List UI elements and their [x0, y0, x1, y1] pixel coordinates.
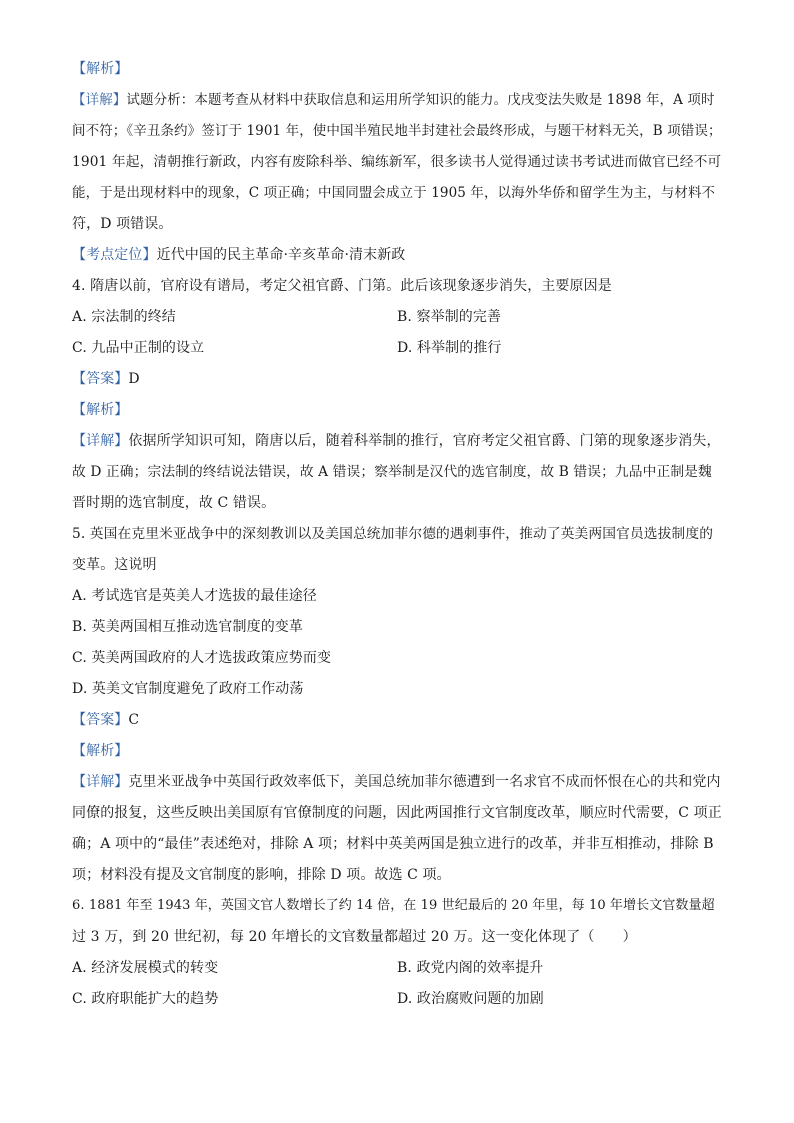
- q3-detail-line-2: 间不符；《辛丑条约》签订于 1901 年，使中国半殖民地半封建社会最终形成，与题干材料无关，B 项错误；: [72, 123, 722, 139]
- q6-options-row-2: [72, 990, 722, 1021]
- q6-options-row-1: [72, 959, 722, 990]
- q6-stem-line-1: 6. 1881 年至 1943 年，英国文官人数增长了约 14 倍，在 19 世纪最后的 20 年里，每 10 年增长文官数量超: [72, 898, 715, 913]
- q4-answer: 【答案】D: [72, 371, 140, 387]
- q4-option-a: A. 宗法制的终结: [72, 309, 176, 325]
- document-page: [72, 60, 722, 1021]
- q3-kaodian: 【考点定位】近代中国的民主革命·辛亥革命·清末新政: [72, 247, 406, 263]
- q5-stem-line-2: 变革。这说明: [72, 557, 157, 573]
- q4-option-c: C. 九品中正制的设立: [72, 340, 205, 356]
- q3-detail-line-3: 1901 年起，清朝推行新政，内容有废除科举、编练新军，很多读书人觉得通过读书考试进而做官已经不可: [72, 154, 722, 170]
- q3-jiexi-heading: 【解析】: [72, 61, 129, 77]
- q5-option-c: C. 英美两国政府的人才选拔政策应势而变: [72, 650, 332, 666]
- q5-detail-line-3: 确；A 项中的“最佳”表述绝对，排除 A 项；材料中英美两国是独立进行的改革，并非互相推动，排除 B: [72, 836, 714, 852]
- q5-detail-line-1: 【详解】克里米亚战争中英国行政效率低下，美国总统加菲尔德遭到一名求官不成而怀恨在心的共和党内: [72, 774, 721, 790]
- q4-detail-line-2: 故 D 正确；宗法制的终结说法错误，故 A 错误；察举制是汉代的选官制度，故 B 错误；九品中正制是魏: [72, 464, 712, 480]
- q3-detail-line-5: 符，D 项错误。: [72, 216, 173, 232]
- q4-options-row-1: [72, 308, 722, 339]
- q6-option-d: D. 政治腐败问题的加剧: [397, 991, 544, 1007]
- q6-option-a: A. 经济发展模式的转变: [72, 960, 219, 976]
- q5-option-b: B. 英美两国相互推动选官制度的变革: [72, 619, 303, 635]
- q6-option-b: B. 政党内阁的效率提升: [397, 960, 544, 976]
- q6-stem-line-2: 过 3 万，到 20 世纪初，每 20 年增长的文官数量都超过 20 万。这一变化体现了（ ）: [72, 929, 637, 945]
- q5-option-d: D. 英美文官制度避免了政府工作动荡: [72, 681, 304, 697]
- q4-jiexi-heading: 【解析】: [72, 402, 129, 418]
- q5-detail-line-2: 同僚的报复，这些反映出美国原有官僚制度的问题，因此两国推行文官制度改革，顺应时代需要，C 项正: [72, 805, 722, 821]
- q6-option-c: C. 政府职能扩大的趋势: [72, 991, 219, 1007]
- q5-jiexi-heading: 【解析】: [72, 743, 129, 759]
- q3-detail-line-1: 【详解】试题分析：本题考查从材料中获取信息和运用所学知识的能力。戊戌变法失败是 1898 年，A 项时: [72, 92, 715, 108]
- q4-stem: 4. 隋唐以前，官府设有谱局，考定父祖官爵、门第。此后该现象逐步消失，主要原因是: [72, 278, 612, 294]
- q4-detail-line-3: 晋时期的选官制度，故 C 错误。: [72, 495, 276, 511]
- q4-option-d: D. 科举制的推行: [397, 340, 502, 356]
- q4-options-row-2: [72, 339, 722, 370]
- q5-option-a: A. 考试选官是英美人才选拔的最佳途径: [72, 588, 317, 604]
- q5-stem-line-1: 5. 英国在克里米亚战争中的深刻教训以及美国总统加菲尔德的遇刺事件，推动了英美两国官员选拔制度的: [72, 526, 714, 542]
- q3-detail-line-4: 能，于是出现材料中的现象，C 项正确；中国同盟会成立于 1905 年，以海外华侨和留学生为主，与材料不: [72, 185, 716, 201]
- q5-detail-line-4: 项；材料没有提及文官制度的影响，排除 D 项。故选 C 项。: [72, 867, 451, 883]
- q4-option-b: B. 察举制的完善: [397, 309, 502, 325]
- q4-detail-line-1: 【详解】依据所学知识可知，隋唐以后，随着科举制的推行，官府考定父祖官爵、门第的现象逐步消失，: [72, 433, 721, 449]
- q5-answer: 【答案】C: [72, 712, 140, 728]
